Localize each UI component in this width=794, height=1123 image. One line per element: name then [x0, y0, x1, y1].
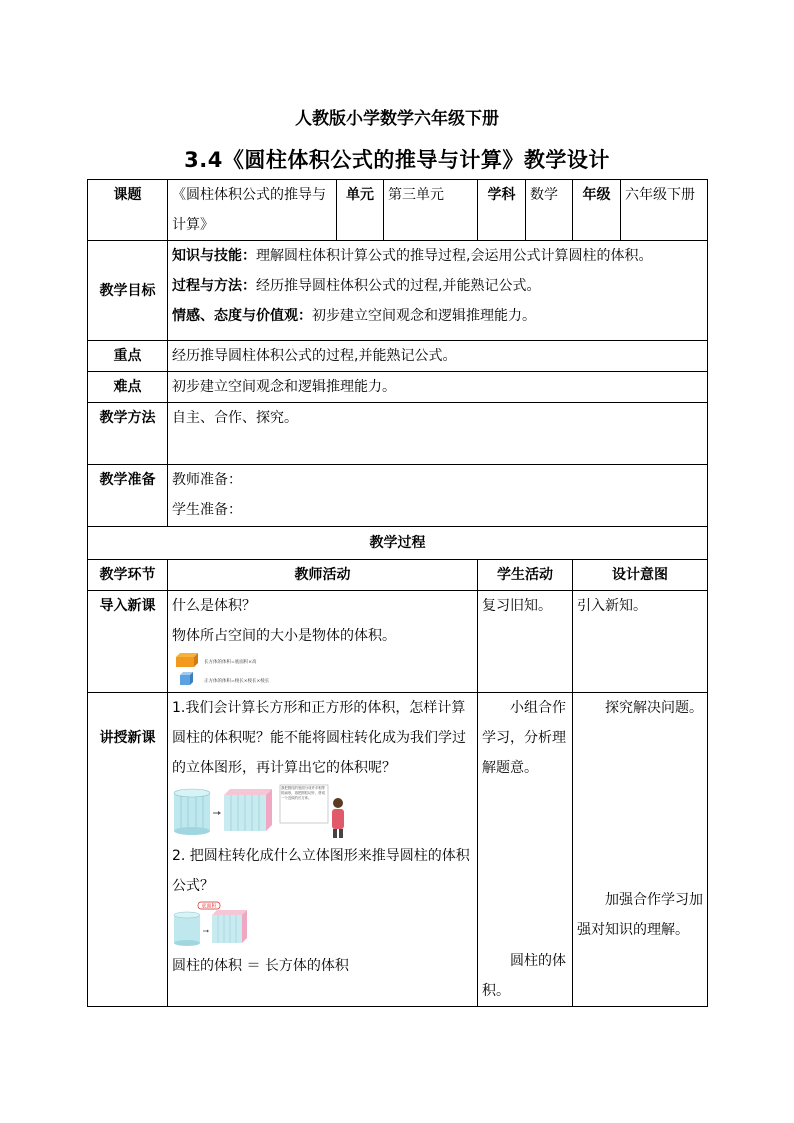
intent-1: 探究解决问题。: [605, 700, 703, 716]
method-label: 教学方法: [88, 403, 168, 465]
goal-knowledge: 知识与技能：理解圆柱体积计算公式的推导过程,会运用公式计算圆柱的体积。: [172, 248, 653, 264]
teacher-prep: 教师准备：: [172, 472, 242, 488]
key-point-text: 经历推导圆柱体积公式的过程,并能熟记公式。: [168, 341, 708, 372]
process-title-row: [88, 527, 708, 560]
lecture-question-1: 1.我们会计算长方形和正方形的体积，怎样计算圆柱的体积呢？能不能将圆柱转化成为我们学过的立体图形，再计算出它的体积呢？: [172, 700, 466, 776]
lesson-plan-table: [87, 179, 708, 1007]
header-intent: 设计意图: [573, 560, 708, 591]
label-tag: [198, 902, 220, 910]
student-activity-2: 圆柱的体积。: [482, 953, 566, 999]
student-prep: 学生准备：: [172, 502, 242, 518]
lecture-question-2: 2. 把圆柱转化成什么立体图形来推导圆柱的体积公式？: [172, 848, 470, 894]
method-row: [88, 403, 708, 465]
difficulty-label: 难点: [88, 372, 168, 403]
small-cuboid-shape: [212, 910, 247, 943]
lecture-intent: [573, 693, 708, 1007]
volume-formula: 圆柱的体积 ＝ 长方体的体积: [172, 958, 349, 974]
arrow-icon: [213, 811, 221, 815]
lecture-row: [88, 693, 708, 1007]
student-activity-1: 小组合作学习，分析理解题意。: [482, 700, 566, 776]
lecture-stage: 讲授新课: [88, 693, 168, 1007]
key-point-label: 重点: [88, 341, 168, 372]
header-student: 学生活动: [478, 560, 573, 591]
svg-text:底面积: 底面积: [201, 903, 217, 910]
grade-value: 六年级下册: [621, 180, 708, 241]
process-header-row: [88, 560, 708, 591]
speech-bubble: [280, 785, 328, 823]
intro-row: [88, 591, 708, 693]
bubble-text: 我把圆柱的底面分成许多相等的扇形，再把圆柱切开，拼成一个近似的长方体。: [281, 786, 326, 800]
subject-value: 数学: [526, 180, 573, 241]
goals-row: [88, 241, 708, 341]
process-title: 教学过程: [88, 527, 708, 560]
cylinder-cuboid-figure-2: [172, 901, 262, 951]
prep-content: [168, 465, 708, 527]
intent-2: 加强合作学习加强对知识的理解。: [577, 892, 703, 938]
goal-attitude: 情感、态度与价值观：初步建立空间观念和逻辑推理能力。: [172, 308, 536, 324]
intro-stage: 导入新课: [88, 591, 168, 693]
cuboid-cube-figure: [172, 651, 372, 689]
small-cylinder-shape: [174, 912, 200, 946]
doc-subtitle: 3.4《圆柱体积公式的推导与计算》教学设计: [184, 148, 610, 172]
lecture-teacher: [168, 693, 478, 1007]
intro-student: 复习旧知。: [478, 591, 573, 693]
intro-teacher: [168, 591, 478, 693]
cylinder-shape: [174, 789, 210, 835]
header-stage: 教学环节: [88, 560, 168, 591]
method-text: 自主、合作、探究。: [168, 403, 708, 465]
cuboid-approx-shape: [224, 789, 272, 831]
key-point-row: [88, 341, 708, 372]
prep-row: [88, 465, 708, 527]
difficulty-row: [88, 372, 708, 403]
cylinder-to-cuboid-figure: [172, 783, 352, 841]
goal-process: 过程与方法：经历推导圆柱体积公式的过程,并能熟记公式。: [172, 278, 541, 294]
doc-title: 人教版小学数学六年级下册: [295, 109, 499, 129]
lecture-student: [478, 693, 573, 1007]
cuboid-shape: [176, 653, 198, 667]
topic-value: 《圆柱体积公式的推导与计算》: [168, 180, 337, 241]
topic-label: 课题: [88, 180, 168, 241]
unit-label: 单元: [337, 180, 384, 241]
topic-row: [88, 180, 708, 241]
difficulty-text: 初步建立空间观念和逻辑推理能力。: [168, 372, 708, 403]
cuboid-caption: 长方体的体积=底面积×高: [204, 660, 257, 665]
intro-question: 什么是体积？: [172, 598, 256, 614]
teacher-figure-icon: [332, 798, 344, 838]
header-teacher: 教师活动: [168, 560, 478, 591]
unit-value: 第三单元: [384, 180, 478, 241]
small-arrow-icon: [203, 930, 209, 933]
cube-caption: 正方体的体积=棱长×棱长×棱长: [204, 679, 270, 684]
goals-content: [168, 241, 708, 341]
cube-shape: [180, 672, 193, 685]
intro-intent: 引入新知。: [573, 591, 708, 693]
prep-label: 教学准备: [88, 465, 168, 527]
grade-label: 年级: [573, 180, 621, 241]
goals-label: 教学目标: [88, 241, 168, 341]
subject-label: 学科: [478, 180, 526, 241]
intro-answer: 物体所占空间的大小是物体的体积。: [172, 628, 396, 644]
